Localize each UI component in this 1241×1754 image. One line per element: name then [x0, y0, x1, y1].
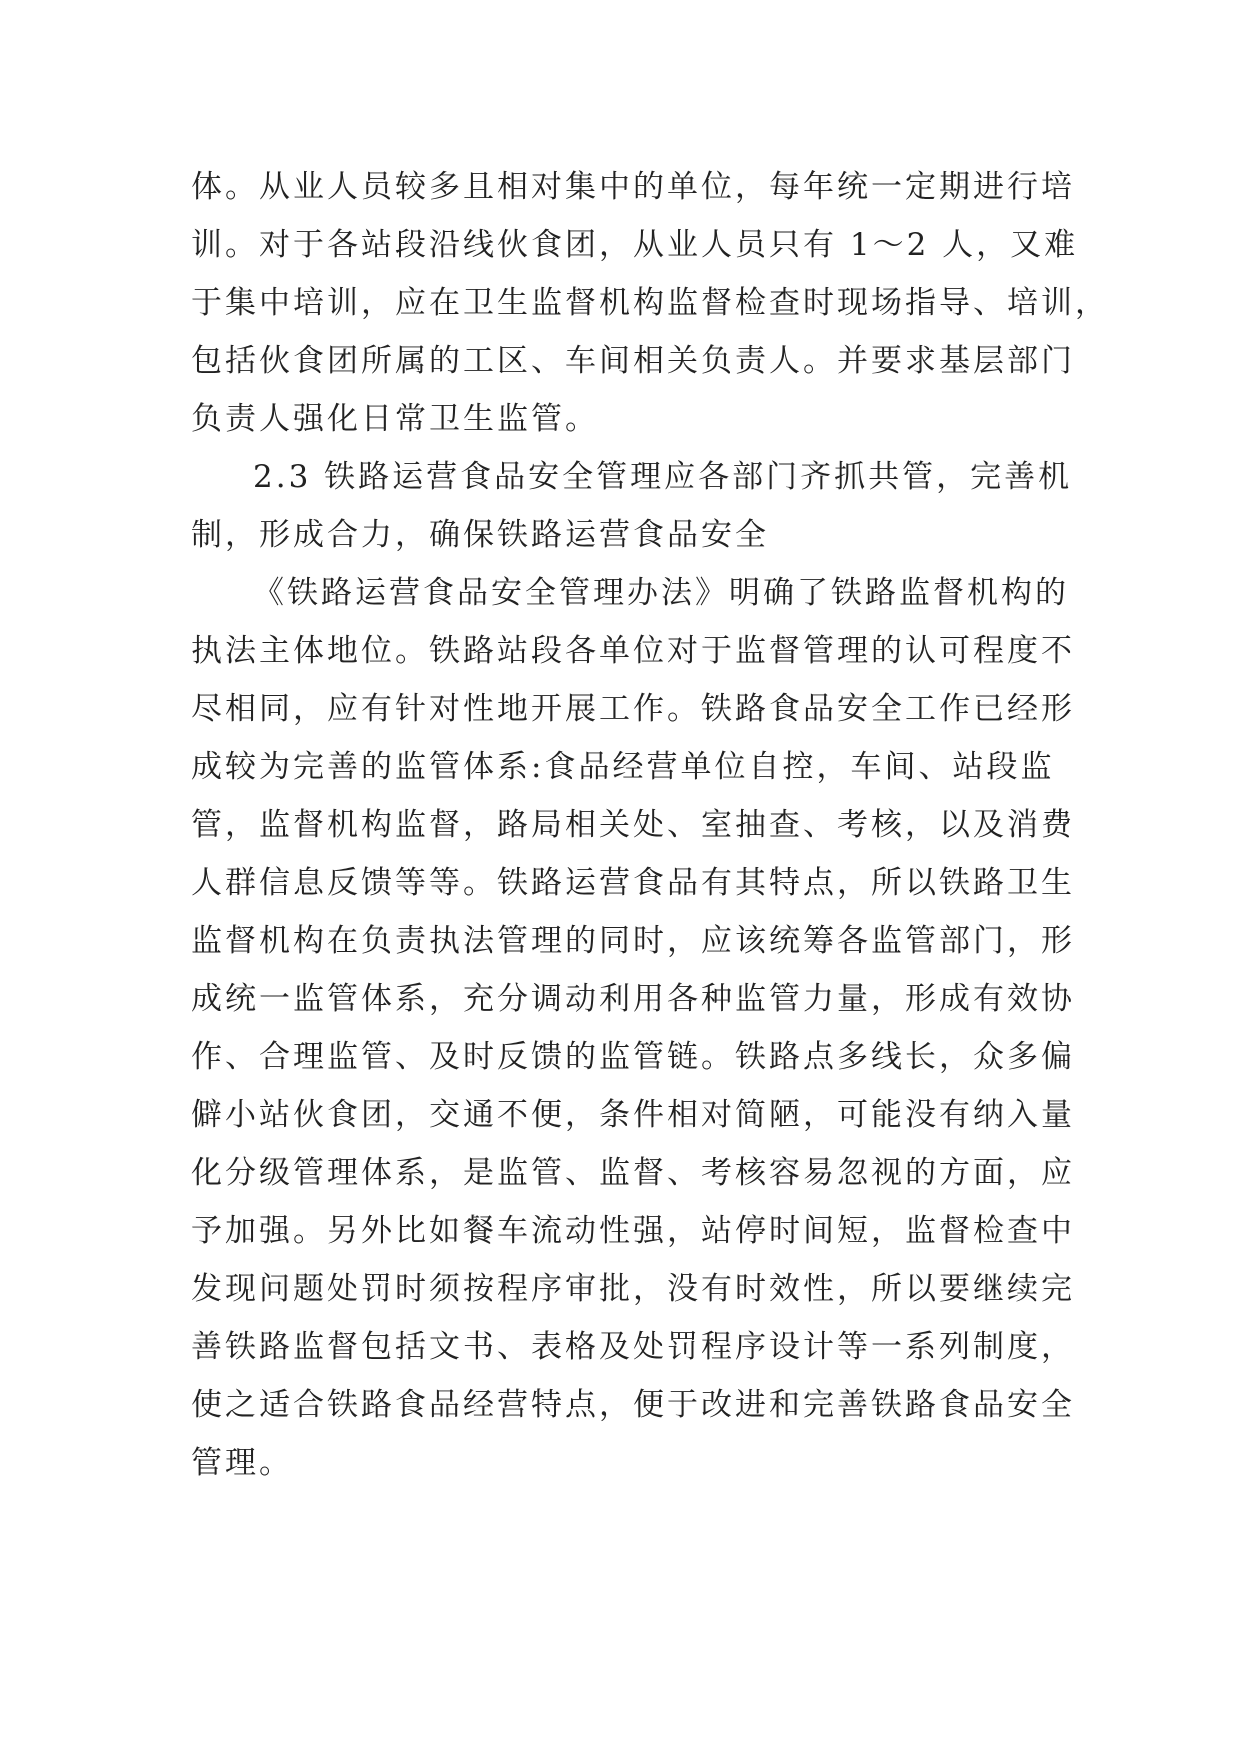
text-line: 于集中培训，应在卫生监督机构监督检查时现场指导、培训， — [191, 285, 1109, 321]
text-line: 尽相同，应有针对性地开展工作。铁路食品安全工作已经形 — [191, 691, 1075, 727]
text-line: 管，监督机构监督，路局相关处、室抽查、考核，以及消费 — [191, 807, 1075, 843]
heading-line: 制，形成合力，确保铁路运营食品安全 — [191, 517, 769, 553]
heading-line: 2.3 铁路运营食品安全管理应各部门齐抓共管，完善机 — [253, 459, 1073, 495]
text-line: 执法主体地位。铁路站段各单位对于监督管理的认可程度不 — [191, 633, 1075, 669]
section-heading-2-3 — [191, 448, 1073, 564]
text-line: 成较为完善的监管体系:食品经营单位自控，车间、站段监 — [191, 749, 1055, 785]
text-line: 体。从业人员较多且相对集中的单位，每年统一定期进行培 — [191, 169, 1075, 205]
text-line: 管理。 — [191, 1445, 293, 1481]
text-line: 人群信息反馈等等。铁路运营食品有其特点，所以铁路卫生 — [191, 865, 1075, 901]
text-line: 成统一监管体系，充分调动利用各种监管力量，形成有效协 — [191, 981, 1075, 1017]
text-line: 化分级管理体系，是监管、监督、考核容易忽视的方面，应 — [191, 1155, 1075, 1191]
text-line: 监督机构在负责执法管理的同时，应该统筹各监管部门，形 — [191, 923, 1075, 959]
text-line: 负责人强化日常卫生监管。 — [191, 401, 599, 437]
text-line: 作、合理监管、及时反馈的监管链。铁路点多线长，众多偏 — [191, 1039, 1075, 1075]
text-line: 发现问题处罚时须按程序审批，没有时效性，所以要继续完 — [191, 1271, 1075, 1307]
paragraph-supervision — [191, 564, 1075, 1492]
document-body — [191, 158, 1109, 1492]
text-line: 包括伙食团所属的工区、车间相关负责人。并要求基层部门 — [191, 343, 1075, 379]
text-line: 予加强。另外比如餐车流动性强，站停时间短，监督检查中 — [191, 1213, 1075, 1249]
text-line: 使之适合铁路食品经营特点，便于改进和完善铁路食品安全 — [191, 1387, 1075, 1423]
paragraph-training — [191, 158, 1109, 448]
text-line: 《铁路运营食品安全管理办法》明确了铁路监督机构的 — [253, 575, 1069, 611]
text-line: 善铁路监督包括文书、表格及处罚程序设计等一系列制度， — [191, 1329, 1075, 1365]
text-line: 训。对于各站段沿线伙食团，从业人员只有 1～2 人，又难 — [191, 227, 1079, 263]
text-line: 僻小站伙食团，交通不便，条件相对简陋，可能没有纳入量 — [191, 1097, 1075, 1133]
